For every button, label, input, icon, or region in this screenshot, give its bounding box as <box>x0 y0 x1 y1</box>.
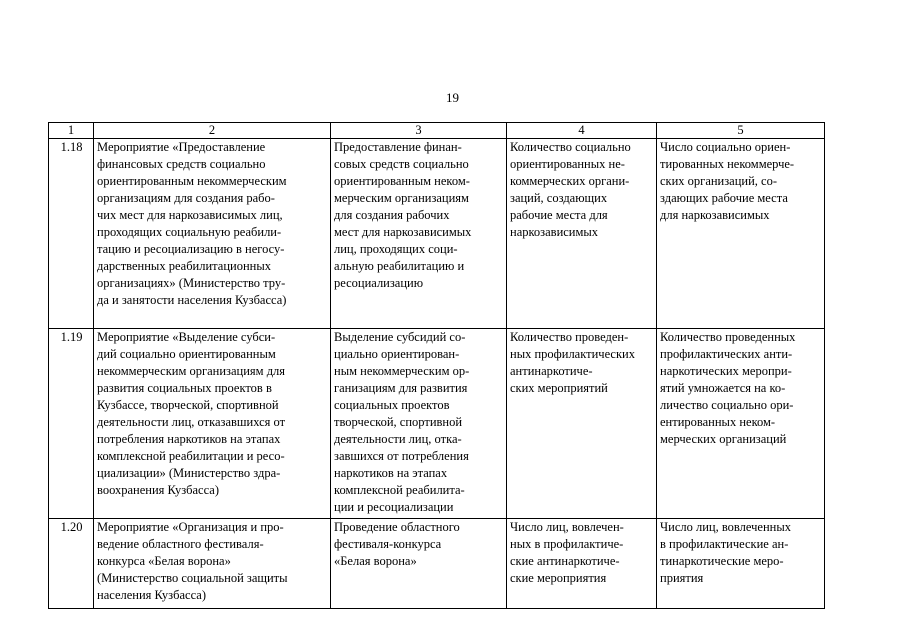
text-line: ведение областного фестиваля- <box>97 537 264 551</box>
text-line: ции и ресоциализации <box>334 500 454 514</box>
text-line: для создания рабочих <box>334 208 450 222</box>
text-line: антинаркотиче- <box>510 364 593 378</box>
row-number-cell: 1.18 <box>49 139 94 329</box>
text-line: дарственных реабилитационных <box>97 259 271 273</box>
text-line: Предоставление финан- <box>334 140 462 154</box>
text-line: деятельности лиц, отка- <box>334 432 462 446</box>
text-line: Проведение областного <box>334 520 460 534</box>
text-line: организациях» (Министерство тру- <box>97 276 286 290</box>
text-line: совых средств социально <box>334 157 469 171</box>
event-description-cell <box>331 329 507 519</box>
text-line: ресоциализацию <box>334 276 424 290</box>
text-line: населения Кузбасса) <box>97 588 206 602</box>
text-line: (Министерство социальной защиты <box>97 571 288 585</box>
text-line: социальных проектов <box>334 398 450 412</box>
text-line: развития социальных проектов в <box>97 381 272 395</box>
text-line: Мероприятие «Организация и про- <box>97 520 284 534</box>
text-line: ных профилактических <box>510 347 635 361</box>
text-line: Число лиц, вовлеченных <box>660 520 791 534</box>
text-line: дий социально ориентированным <box>97 347 276 361</box>
event-description-cell <box>331 519 507 609</box>
text-line: ятий умножается на ко- <box>660 381 786 395</box>
row-number-cell: 1.20 <box>49 519 94 609</box>
text-line: наркотиков на этапах <box>334 466 448 480</box>
table-row <box>49 519 825 609</box>
text-line: наркозависимых <box>510 225 599 239</box>
table-row <box>49 139 825 329</box>
event-description-cell <box>331 139 507 329</box>
text-line: Количество социально <box>510 140 631 154</box>
event-name-cell <box>94 519 331 609</box>
indicator-name-cell <box>507 519 657 609</box>
text-line: некоммерческим организациям для <box>97 364 286 378</box>
text-line: «Белая ворона» <box>334 554 417 568</box>
program-table <box>48 122 825 609</box>
indicator-method-cell <box>657 329 825 519</box>
text-line: Количество проведенных <box>660 330 796 344</box>
text-line: ным некоммерческим ор- <box>334 364 470 378</box>
header-row <box>49 123 825 139</box>
row-number-cell: 1.19 <box>49 329 94 519</box>
text-line: ных в профилактиче- <box>510 537 624 551</box>
text-line: ских организаций, со- <box>660 174 778 188</box>
text-line: Мероприятие «Предоставление <box>97 140 266 154</box>
text-line: комплексной реабилитации и ресо- <box>97 449 285 463</box>
text-line: личество социально ори- <box>660 398 794 412</box>
text-line: рабочие места для <box>510 208 608 222</box>
text-line: мерческим организациям <box>334 191 469 205</box>
text-line: циализации» (Министерство здра- <box>97 466 281 480</box>
text-line: лиц, проходящих соци- <box>334 242 458 256</box>
text-line: Кузбассе, творческой, спортивной <box>97 398 279 412</box>
text-line: Число лиц, вовлечен- <box>510 520 624 534</box>
text-line: ориентированным неком- <box>334 174 470 188</box>
text-line: организациям для создания рабо- <box>97 191 275 205</box>
text-line: наркотических меропри- <box>660 364 792 378</box>
text-line: мерческих организаций <box>660 432 787 446</box>
text-line: заций, создающих <box>510 191 608 205</box>
text-line: Число социально ориен- <box>660 140 791 154</box>
text-line: ориентированным некоммерческим <box>97 174 287 188</box>
indicator-method-cell <box>657 519 825 609</box>
column-header: 5 <box>657 123 825 139</box>
indicator-name-cell <box>507 329 657 519</box>
text-line: здающих рабочие места <box>660 191 788 205</box>
event-name-cell <box>94 139 331 329</box>
text-line: Мероприятие «Выделение субси- <box>97 330 276 344</box>
text-line: проходящих социальную реабили- <box>97 225 282 239</box>
text-line: комплексной реабилита- <box>334 483 465 497</box>
text-line: приятия <box>660 571 704 585</box>
text-line: ентированных неком- <box>660 415 776 429</box>
text-line: в профилактические ан- <box>660 537 789 551</box>
text-line: да и занятости населения Кузбасса) <box>97 293 287 307</box>
text-line: фестиваля-конкурса <box>334 537 442 551</box>
indicator-method-cell <box>657 139 825 329</box>
text-line: ские мероприятия <box>510 571 607 585</box>
column-header: 2 <box>94 123 331 139</box>
text-line: тированных некоммерче- <box>660 157 795 171</box>
text-line: воохранения Кузбасса) <box>97 483 219 497</box>
column-header: 1 <box>49 123 94 139</box>
text-line: мест для наркозависимых <box>334 225 472 239</box>
text-line: ганизациям для развития <box>334 381 468 395</box>
text-line: коммерческих органи- <box>510 174 630 188</box>
text-line: ских мероприятий <box>510 381 608 395</box>
text-line: творческой, спортивной <box>334 415 463 429</box>
text-line: профилактических анти- <box>660 347 793 361</box>
text-line: Выделение субсидий со- <box>334 330 466 344</box>
text-line: ские антинаркотиче- <box>510 554 620 568</box>
event-name-cell <box>94 329 331 519</box>
column-header: 3 <box>331 123 507 139</box>
text-line: деятельности лиц, отказавшихся от <box>97 415 286 429</box>
text-line: чих мест для наркозависимых лиц, <box>97 208 283 222</box>
text-line: финансовых средств социально <box>97 157 266 171</box>
table-row <box>49 329 825 519</box>
text-line: Количество проведен- <box>510 330 629 344</box>
text-line: тацию и ресоциализацию в негосу- <box>97 242 285 256</box>
text-line: потребления наркотиков на этапах <box>97 432 281 446</box>
text-line: тинаркотические меро- <box>660 554 784 568</box>
text-line: ориентированных не- <box>510 157 625 171</box>
text-line: для наркозависимых <box>660 208 770 222</box>
text-line: альную реабилитацию и <box>334 259 465 273</box>
text-line: конкурса «Белая ворона» <box>97 554 231 568</box>
indicator-name-cell <box>507 139 657 329</box>
page-number: 19 <box>446 90 459 105</box>
text-line: завшихся от потребления <box>334 449 469 463</box>
text-line: циально ориентирован- <box>334 347 460 361</box>
column-header: 4 <box>507 123 657 139</box>
